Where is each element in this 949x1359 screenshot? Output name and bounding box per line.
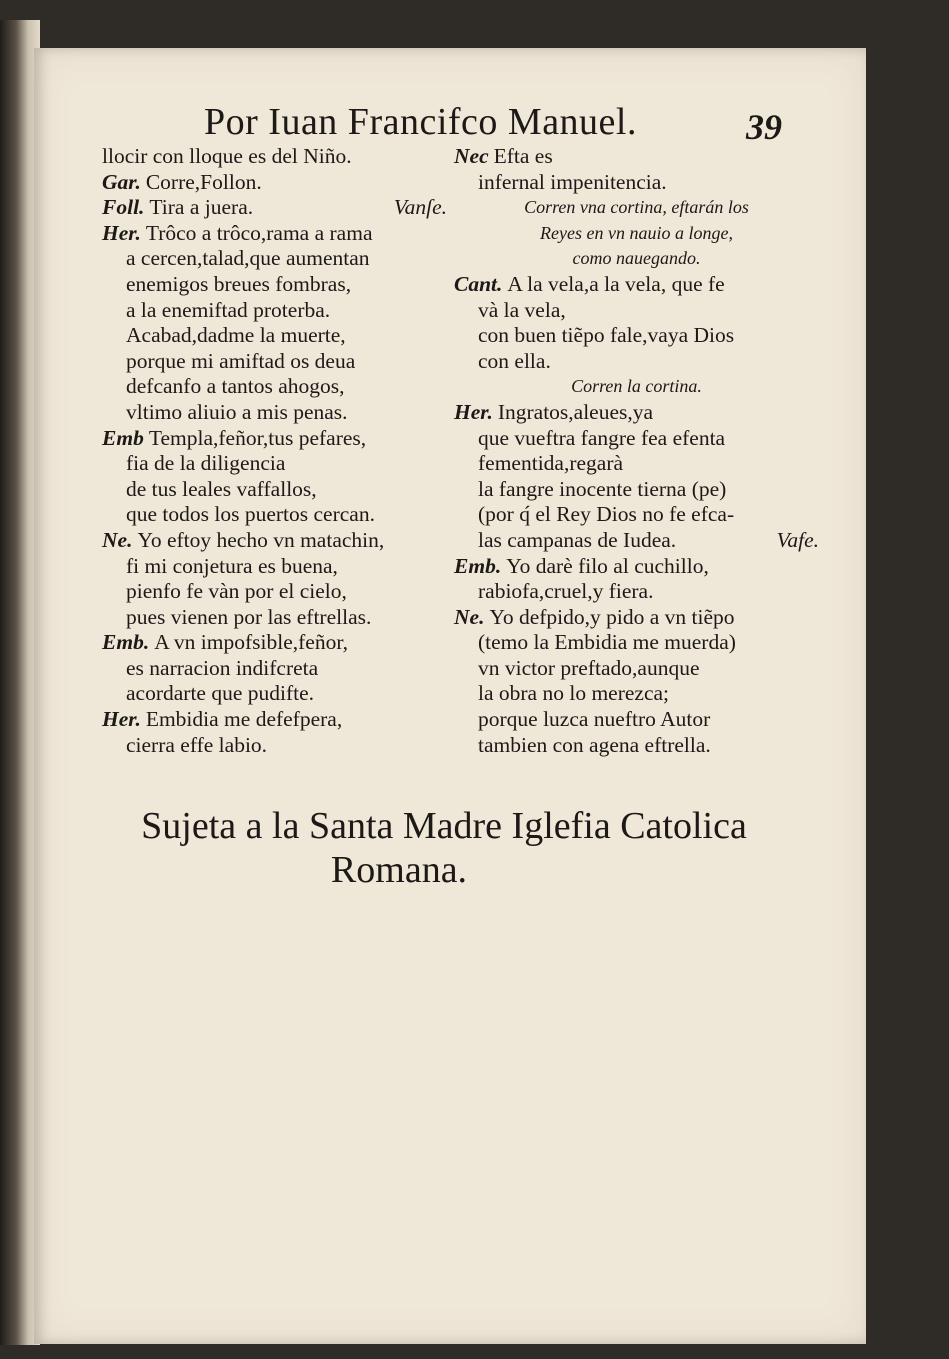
line-text: pienfo fe vàn por el cielo, xyxy=(126,579,347,604)
verse-line xyxy=(454,323,819,349)
verse-line xyxy=(454,630,819,656)
line-text: es narracion indifcreta xyxy=(126,655,319,680)
line-text: Trôco a trôco,rama a rama xyxy=(145,220,373,245)
line-text: vltimo aliuio a mis penas. xyxy=(126,399,348,424)
verse-line xyxy=(102,144,447,170)
verse-line xyxy=(454,554,819,580)
line-text: la fangre inocente tierna (pe) xyxy=(478,476,727,501)
line-text: Corren la cortina. xyxy=(571,376,702,397)
speaker-label: Cant. xyxy=(454,271,503,296)
speaker-label: Ne. xyxy=(102,527,133,552)
speaker-label: Emb xyxy=(102,425,144,450)
verse-line xyxy=(102,374,447,400)
line-text: Yo eftoy hecho vn matachin, xyxy=(137,527,385,552)
line-text: con buen tiẽpo fale,vaya Dios xyxy=(478,323,735,348)
speaker-label: Emb. xyxy=(454,553,502,578)
line-text: Efta es xyxy=(493,144,553,168)
speaker-label: Gar. xyxy=(102,169,141,194)
speaker-label: Foll. xyxy=(102,195,145,220)
line-text: a cercen,talad,que aumentan xyxy=(126,246,370,271)
speaker-label: Nec xyxy=(454,144,489,168)
running-title: Por Iuan Francifco Manuel. xyxy=(204,101,637,143)
book-page xyxy=(34,48,866,1344)
verse-line xyxy=(454,426,819,452)
colophon-line-2: Romana. xyxy=(330,849,468,891)
verse-line xyxy=(102,221,447,247)
verse-line xyxy=(454,528,819,554)
verse-line xyxy=(102,272,447,298)
verse-line xyxy=(454,605,819,631)
line-text: que todos los puertos cercan. xyxy=(126,502,375,527)
line-text: A vn impofsible,feñor, xyxy=(154,630,349,655)
speaker-label: Her. xyxy=(102,220,141,245)
line-text: las campanas de Iudea. xyxy=(478,527,677,552)
verse-line xyxy=(102,733,447,759)
verse-line xyxy=(454,272,819,298)
verse-line xyxy=(102,400,447,426)
line-text: fia de la diligencia xyxy=(126,451,286,476)
line-text: A la vela,a la vela, que fe xyxy=(507,271,725,296)
verse-line xyxy=(102,426,447,452)
verse-line xyxy=(454,451,819,477)
line-text: (por q́ el Rey Dios no fe efca- xyxy=(478,502,735,527)
verse-line xyxy=(102,451,447,477)
colophon-line-1: Sujeta a la Santa Madre Iglefia Catolica xyxy=(141,805,747,847)
line-text: que vueftra fangre fea efenta xyxy=(478,425,726,450)
verse-line xyxy=(102,630,447,656)
speaker-label: Her. xyxy=(454,399,493,424)
verse-line xyxy=(102,707,447,733)
verse-line xyxy=(102,477,447,503)
stage-direction xyxy=(454,195,819,221)
verse-line xyxy=(454,681,819,707)
line-text: Ingratos,aleues,ya xyxy=(497,399,654,424)
verse-line xyxy=(454,144,819,170)
line-text: Reyes en vn nauio a longe, xyxy=(540,222,733,243)
line-text: de tus leales vaffallos, xyxy=(126,476,317,501)
line-text: Yo darè filo al cuchillo, xyxy=(506,553,709,578)
verse-line xyxy=(102,246,447,272)
verse-line xyxy=(102,579,447,605)
line-text: enemigos breues fombras, xyxy=(126,271,352,296)
line-text: Embidia me defefpera, xyxy=(145,707,343,732)
verse-line xyxy=(454,298,819,324)
line-text: porque luzca nueftro Autor xyxy=(478,707,711,732)
verse-line xyxy=(454,502,819,528)
verse-line xyxy=(454,170,819,196)
verse-line xyxy=(102,554,447,580)
stage-direction xyxy=(454,221,819,247)
verse-line xyxy=(102,170,447,196)
line-text: Corre,Follon. xyxy=(145,169,262,194)
line-text: (temo la Embidia me muerda) xyxy=(478,630,736,655)
line-text: la obra no lo merezca; xyxy=(478,681,670,706)
verse-line xyxy=(102,605,447,631)
verse-line xyxy=(454,477,819,503)
right-text-column xyxy=(454,144,819,758)
exit-direction: Vafe. xyxy=(776,527,819,552)
line-text: con ella. xyxy=(478,348,551,373)
verse-line xyxy=(102,656,447,682)
line-text: Acabad,dadme la muerte, xyxy=(126,323,346,348)
stage-direction xyxy=(454,246,819,272)
left-text-column xyxy=(102,144,447,758)
line-text: a la enemiftad proterba. xyxy=(126,297,331,322)
verse-line xyxy=(102,349,447,375)
speaker-label: Ne. xyxy=(454,604,485,629)
page-number: 39 xyxy=(746,107,782,147)
line-text: vn victor preftado,aunque xyxy=(478,655,700,680)
verse-line xyxy=(102,502,447,528)
line-text: Templa,feñor,tus pefares, xyxy=(148,425,367,450)
line-text: Yo defpido,y pido a vn tiẽpo xyxy=(489,604,735,629)
verse-line xyxy=(454,579,819,605)
verse-line xyxy=(102,681,447,707)
verse-line xyxy=(454,400,819,426)
line-text: Corren vna cortina, eftarán los xyxy=(524,197,749,218)
speaker-label: Her. xyxy=(102,707,141,732)
verse-line xyxy=(454,733,819,759)
verse-line xyxy=(454,707,819,733)
verse-line xyxy=(102,195,447,221)
verse-line xyxy=(102,323,447,349)
line-text: pues vienen por las eftrellas. xyxy=(126,604,372,629)
speaker-label: Emb. xyxy=(102,630,150,655)
line-text: cierra effe labio. xyxy=(126,732,268,757)
line-text: và la vela, xyxy=(478,297,566,322)
line-text: tambien con agena eftrella. xyxy=(478,732,711,757)
verse-line xyxy=(454,656,819,682)
verse-line xyxy=(102,298,447,324)
verse-line xyxy=(102,528,447,554)
line-text: infernal impenitencia. xyxy=(478,169,667,194)
stage-direction xyxy=(454,374,819,400)
colophon xyxy=(94,804,794,892)
exit-direction: Vanſe. xyxy=(393,195,447,220)
line-text: porque mi amiftad os deua xyxy=(126,348,356,373)
line-text: defcanfo a tantos ahogos, xyxy=(126,374,345,399)
line-text: como nauegando. xyxy=(572,248,701,269)
line-text: rabiofa,cruel,y fiera. xyxy=(478,579,654,604)
line-text: fementida,regarà xyxy=(478,451,624,476)
line-text: llocir con lloque es del Niño. xyxy=(102,144,352,168)
line-text: fi mi conjetura es buena, xyxy=(126,553,338,578)
verse-line xyxy=(454,349,819,375)
line-text: Tira a juera. xyxy=(149,195,254,220)
line-text: acordarte que pudifte. xyxy=(126,681,315,706)
